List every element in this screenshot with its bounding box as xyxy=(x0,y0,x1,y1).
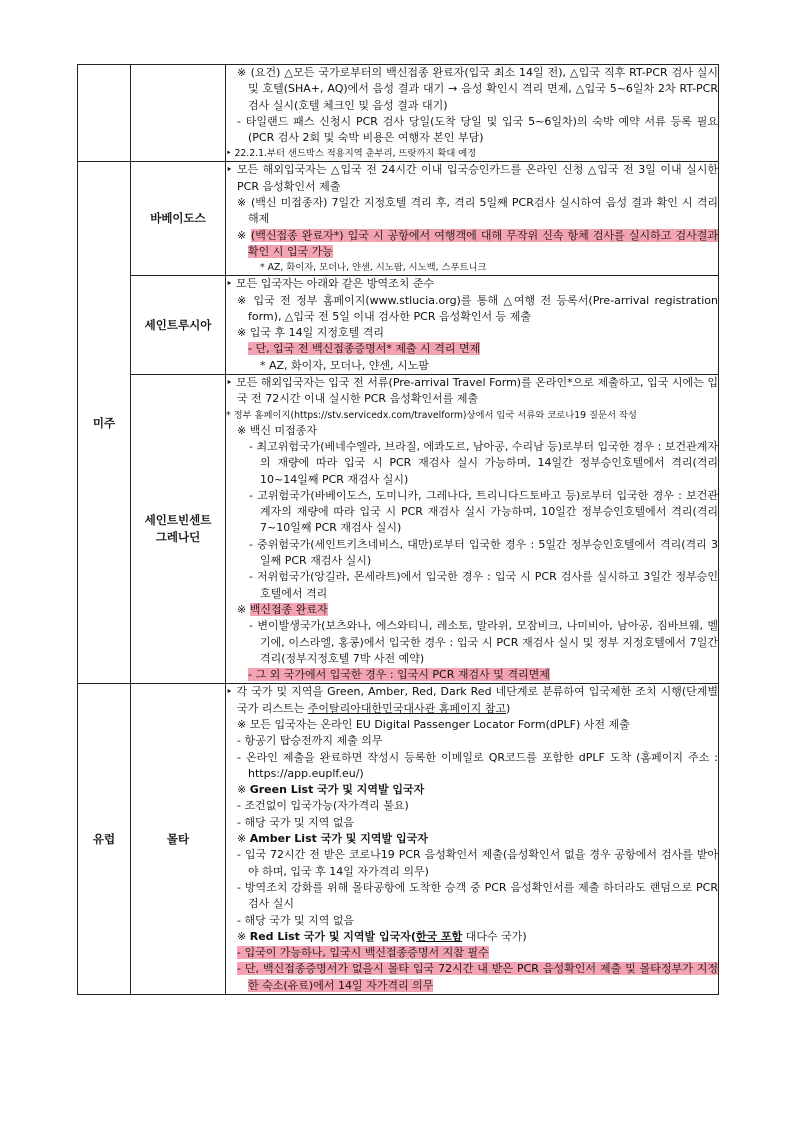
content-line xyxy=(226,733,718,749)
country-cell-stlucia: 세인트루시아 xyxy=(131,276,226,375)
text-segment: - 고위험국가(바베이도스, 도미니카, 그레나다, 트리니다드토바고 등)로부터 입국한 경우 : 보건관계자의 재량에 따라 입국 시 PCR 재검사 실시 가능하며, 10일간 정부승인호텔에서 격리(격리 7~10일째 PCR 재검사 실시) xyxy=(249,488,718,535)
country-name-line1: 세인트빈센트 xyxy=(144,513,212,528)
text-segment: - 입국 72시간 전 받은 코로나19 PCR 음성확인서 제출(음성확인서 없을 경우 공항에서 검사를 받아야 하며, 입국 후 14일 자가격리 의무) xyxy=(237,848,718,878)
content-line xyxy=(226,602,718,618)
content-line xyxy=(226,961,718,994)
text-segment: ※ (요건) △모든 국가로부터의 백신접종 완료자(입국 최소 14일 전), △입국 직후 RT-PCR 검사 실시 및 호텔(SHA+, AQ)에서 음성 결과 대기 → 음성 확인시 격리 면제, △입국 5~6일차 2차 RT-PCR 검사 실시(호텔 체크인 및 음성 결과 대기) xyxy=(237,66,718,112)
content-cell-malta xyxy=(226,684,719,995)
text-segment: ‣ 22.2.1.부터 샌드박스 적용지역 춘부리, 뜨랏까지 확대 예정 xyxy=(226,148,477,160)
text-segment: ※ xyxy=(237,832,250,846)
content-cell-stlucia xyxy=(226,276,719,375)
text-segment: 한국 포함 xyxy=(415,929,463,943)
text-segment: ※ 모든 입국자는 온라인 EU Digital Passenger Locator Form(dPLF) 사전 제출 xyxy=(237,717,630,731)
table-row xyxy=(78,276,719,375)
text-segment: ※ 입국 후 14일 지정호텔 격리 xyxy=(237,326,384,340)
text-segment: ※ 입국 전 정부 홈페이지(www.stlucia.org)를 통해 △여행 전 등록서(Pre-arrival registration form), △입국 전 5일 이내 검사한 PCR 음성확인서 등 제출 xyxy=(237,293,718,323)
table-row xyxy=(78,162,719,276)
text-segment: - 저위험국가(앙길라, 몬세라트)에서 입국한 경우 : 입국 시 PCR 검사를 실시하고 3일간 정부승인호텔에서 격리 xyxy=(249,570,718,600)
content-line xyxy=(226,260,718,275)
text-segment: 주이탈리아대한민국대사관 홈페이지 참고 xyxy=(307,701,507,715)
text-segment: 백신접종 완료자 xyxy=(249,602,328,616)
text-segment: (백신접종 완료자*) 입국 시 공항에서 여행객에 대해 무작위 신속 항체 검사를 실시하고 검사결과 확인 시 입국 가능 xyxy=(248,228,718,258)
text-segment: 대다수 국가) xyxy=(462,929,527,943)
text-segment: ※ (백신 미접종자) 7일간 지정호텔 격리 후, 격리 5일째 PCR검사 실시하여 음성 결과 확인 시 격리 해제 xyxy=(237,196,718,226)
content-line xyxy=(226,195,718,228)
text-segment: ※ xyxy=(237,228,251,242)
content-line xyxy=(226,146,718,161)
content-cell-barbados xyxy=(226,162,719,276)
region-cell-europe: 유럽 xyxy=(78,684,131,995)
text-segment: - 항공기 탑승전까지 제출 의무 xyxy=(237,734,383,748)
content-line xyxy=(226,618,718,667)
country-name-line2: 그레나딘 xyxy=(155,530,201,545)
text-segment: - 중위험국가(세인트키츠네비스, 대만)로부터 입국한 경우 : 5일간 정부승인호텔에서 격리(격리 3일째 PCR 재검사 실시) xyxy=(249,537,718,568)
text-segment: - 단, 입국 전 백신접종증명서* 제출 시 격리 면제 xyxy=(248,342,481,356)
table-row xyxy=(78,65,719,162)
region-cell-americas: 미주 xyxy=(78,162,131,684)
content-line xyxy=(226,358,718,374)
content-cell-st-vincent xyxy=(226,375,719,684)
country-cell-malta: 몰타 xyxy=(131,684,226,995)
region-cell xyxy=(78,65,131,162)
text-segment: - 그 외 국가에서 입국한 경우 : 입국시 PCR 재검사 및 격리면제 xyxy=(248,668,550,682)
country-cell-barbados: 바베이도스 xyxy=(131,162,226,276)
content-line xyxy=(226,293,718,326)
text-segment: * 정부 홈페이지(https://stv.servicedx.com/travelform)상에서 입국 서류와 코로나19 질문서 작성 xyxy=(226,409,637,421)
text-segment: - 변이발생국가(보츠와나, 에스와티니, 레소토, 말라위, 모잠비크, 나미비아, 남아공, 짐바브웨, 벨기에, 이스라엘, 홍콩)에서 입국한 경우 : 입국 시 PCR 재검사 실시 및 정부 지정호텔에서 7일간 격리(정부지정호텔 7박 사전 예약) xyxy=(249,619,718,665)
text-segment: - 조건없이 입국가능(자가격리 불요) xyxy=(237,799,409,813)
content-line xyxy=(226,228,718,261)
text-segment: - 온라인 제출을 완료하면 작성시 등록한 이메일로 QR코드를 포함한 dPLF 도착 (홈페이지 주소 : https://app.euplf.eu/) xyxy=(237,750,718,780)
text-segment: ※ xyxy=(237,783,250,797)
content-line xyxy=(226,537,718,570)
text-segment: ※ xyxy=(237,929,250,943)
content-line xyxy=(226,880,718,913)
text-segment: - 입국이 가능하나, 입국시 백신접종증명서 지참 필수 xyxy=(237,946,489,960)
text-segment: - 최고위험국가(베네수엘라, 브라질, 에콰도르, 남아공, 수리남 등)로부터 입국한 경우 : 보건관계자의 재량에 따라 입국 시 PCR 재검사 실시 가능하며, 14일간 정부승인호텔에서 격리(격리 10~14일째 PCR 재검사 실시) xyxy=(249,439,718,486)
content-line xyxy=(226,423,718,439)
text-segment: Green List 국가 및 지역발 입국자 xyxy=(249,783,425,797)
content-line xyxy=(226,929,718,945)
text-segment: * AZ, 화이자, 모더나, 얀센, 시노팜 xyxy=(260,358,429,372)
content-line xyxy=(226,913,718,929)
content-line xyxy=(226,798,718,814)
content-line xyxy=(226,684,718,717)
content-line xyxy=(226,831,718,847)
text-segment: ‣ 모든 해외입국자는 △입국 전 24시간 이내 입국승인카드를 온라인 신청 △입국 전 3일 이내 실시한 PCR 음성확인서 제출 xyxy=(226,163,718,193)
content-line xyxy=(226,569,718,602)
content-line xyxy=(226,65,718,114)
content-line xyxy=(226,341,718,357)
text-segment: Amber List 국가 및 지역발 입국자 xyxy=(249,832,428,846)
content-cell xyxy=(226,65,719,162)
content-line xyxy=(226,750,718,783)
text-segment: - 타일랜드 패스 신청시 PCR 검사 당일(도착 당일 및 입국 5~6일차)의 숙박 예약 서류 등록 필요(PCR 검사 2회 및 숙박 비용은 여행자 본인 부담) xyxy=(237,114,718,145)
text-segment: ‣ 모든 입국자는 아래와 같은 방역조치 준수 xyxy=(226,277,435,291)
content-line xyxy=(226,717,718,733)
country-cell xyxy=(131,65,226,162)
text-segment: - 단, 백신접종증명서가 없을시 몰타 입국 72시간 내 받은 PCR 음성확인서 제출 및 몰타정부가 지정한 숙소(유료)에서 14일 자가격리 의무 xyxy=(237,962,718,992)
content-line xyxy=(226,847,718,880)
content-line xyxy=(226,114,718,147)
text-segment: - 방역조치 강화를 위해 몰타공항에 도착한 승객 중 PCR 음성확인서를 제출 하더라도 랜덤으로 PCR 검사 실시 xyxy=(237,880,718,911)
text-segment: - 해당 국가 및 지역 없음 xyxy=(237,815,355,829)
entry-regulations-table xyxy=(77,64,719,995)
country-cell-st-vincent xyxy=(131,375,226,684)
content-line xyxy=(226,815,718,831)
text-segment: ) xyxy=(506,701,511,715)
text-segment: * AZ, 화이자, 모더나, 얀센, 시노팜, 시노백, 스푸트니크 xyxy=(260,262,487,274)
text-segment: ※ 백신 미접종자 xyxy=(237,423,317,437)
table-row xyxy=(78,375,719,684)
content-line xyxy=(226,162,718,195)
text-segment: - 해당 국가 및 지역 없음 xyxy=(237,913,355,927)
content-line xyxy=(226,375,718,408)
text-segment: ‣ 각 국가 및 지역을 Green, Amber, Red, Dark Red 네단계로 분류하여 입국제한 조치 시행(단계별 국가 리스트는 xyxy=(226,685,718,715)
text-segment: Red List 국가 및 지역발 입국자( xyxy=(249,929,416,943)
content-line xyxy=(226,488,718,537)
content-line xyxy=(226,439,718,488)
text-segment: ※ xyxy=(237,602,250,616)
table-row xyxy=(78,684,719,995)
content-line xyxy=(226,667,718,683)
content-line xyxy=(226,782,718,798)
text-segment: ‣ 모든 해외입국자는 입국 전 서류(Pre-arrival Travel Form)를 온라인*으로 제출하고, 입국 시에는 입국 전 72시간 이내 실시한 PCR 음성확인서를 제출 xyxy=(226,376,718,406)
content-line xyxy=(226,945,718,961)
content-line xyxy=(226,276,718,292)
content-line xyxy=(226,408,718,423)
content-line xyxy=(226,325,718,341)
